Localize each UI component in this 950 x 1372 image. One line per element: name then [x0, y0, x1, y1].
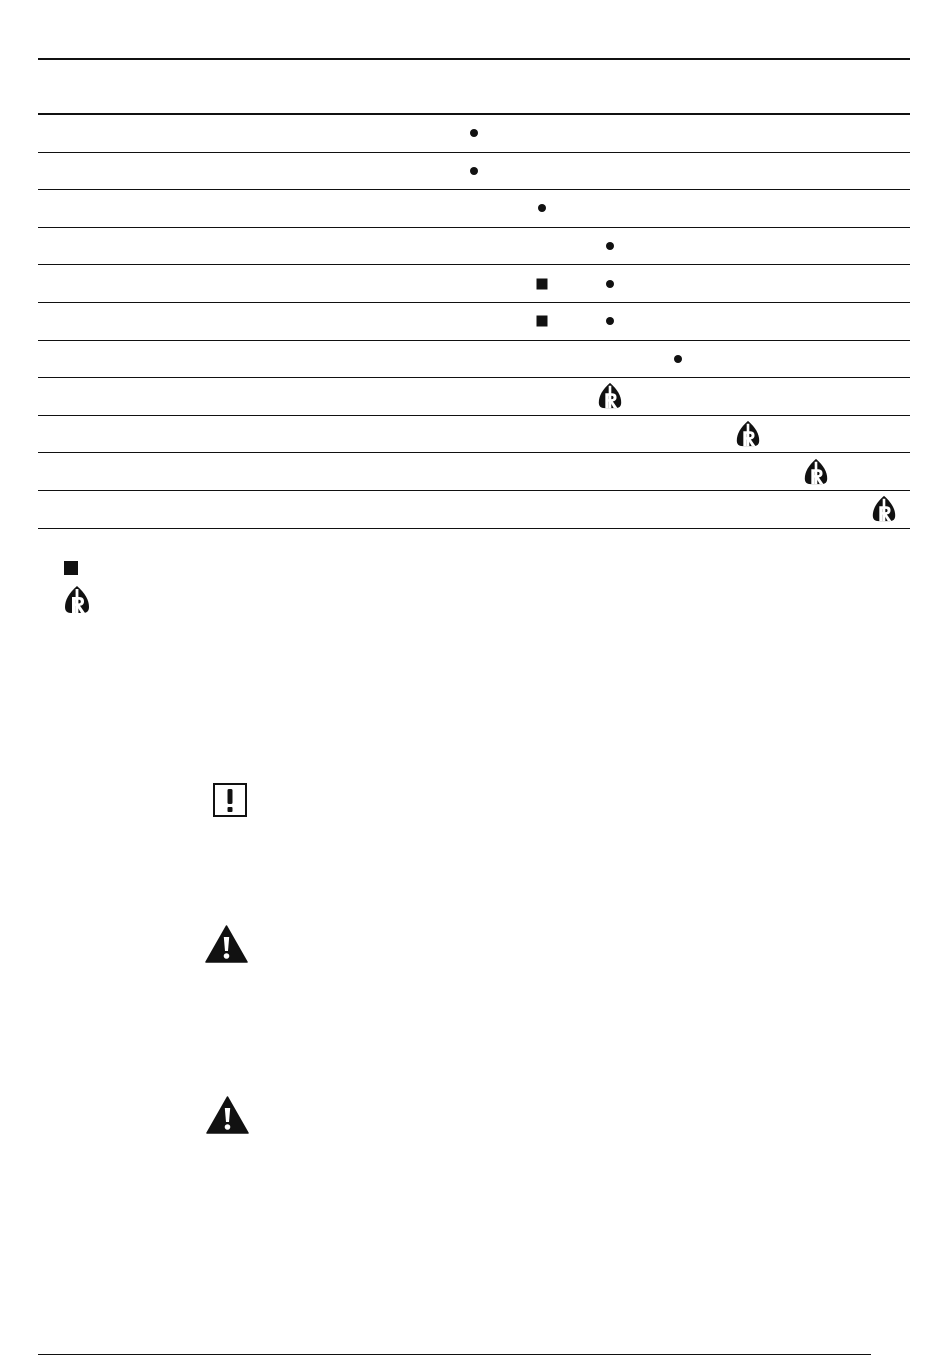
table-row — [38, 153, 910, 191]
dot-marker-icon — [674, 355, 682, 363]
r-symbol-icon — [734, 419, 762, 449]
dot-marker-icon — [470, 167, 478, 175]
dot-marker-icon — [538, 204, 546, 212]
table-row — [38, 115, 910, 153]
table-row — [38, 453, 910, 491]
dot-marker-icon — [470, 129, 478, 137]
r-symbol-icon — [802, 457, 830, 487]
square-marker-icon — [537, 278, 548, 289]
r-symbol-icon — [62, 585, 92, 615]
table-row — [38, 341, 910, 379]
table-row — [38, 491, 910, 529]
square-marker-icon — [537, 316, 548, 327]
warning-triangle-icon — [205, 925, 248, 963]
table-row — [38, 228, 910, 266]
table-header — [38, 60, 910, 115]
table-body — [38, 115, 910, 529]
square-marker-icon — [64, 561, 78, 575]
r-symbol-icon — [596, 381, 624, 411]
dot-marker-icon — [606, 280, 614, 288]
dot-marker-icon — [606, 242, 614, 250]
dot-marker-icon — [606, 317, 614, 325]
exclamation-box-icon — [213, 783, 247, 817]
table-row — [38, 190, 910, 228]
warning-triangle-icon — [206, 1096, 249, 1134]
r-symbol-icon — [870, 494, 898, 524]
table-row — [38, 378, 910, 416]
table-row — [38, 265, 910, 303]
footer-rule — [38, 1354, 871, 1355]
table-row — [38, 303, 910, 341]
table-row — [38, 416, 910, 454]
